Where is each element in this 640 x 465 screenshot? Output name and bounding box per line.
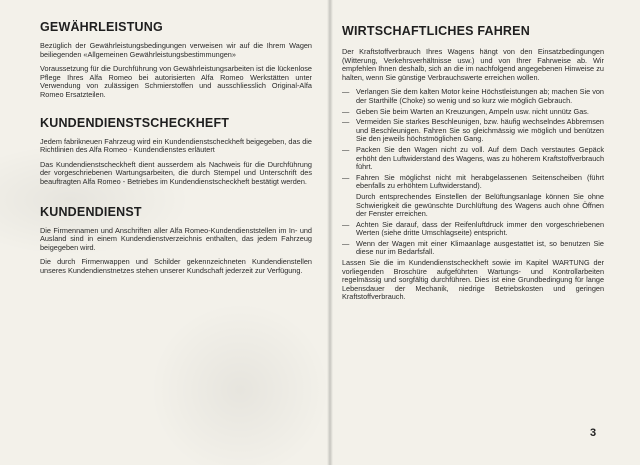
service-paragraph-2: Die durch Firmenwappen und Schilder gekennzeichneten Kundendienstellen unseres Kundendienstnetzes stehen unserer Kundschaft jederzeit zur Verfügung. [40, 257, 312, 275]
economy-tips-list-2 [342, 221, 604, 257]
list-item: — Verlangen Sie dem kalten Motor keine Höchstleistungen ab; machen Sie von der Starthilfe (Choke) so wenig und so kurz wie möglich Gebrauch. [342, 87, 604, 105]
servicebook-heading: KUNDENDIENSTSCHECKHEFT [40, 115, 230, 130]
dash-marker: — [342, 219, 350, 229]
dash-marker: — [342, 144, 350, 154]
list-item: — Geben Sie beim Warten an Kreuzungen, Ampeln usw. nicht unnütz Gas. [342, 106, 589, 116]
dash-marker: — [342, 172, 350, 182]
warranty-paragraph-1: Bezüglich der Gewährleistungsbedingungen verweisen wir auf die Ihrem Wagen beiliegenden «Allgemeinen Gewährleistungsbestimmungen» [40, 41, 312, 59]
servicebook-paragraph-1: Jedem fabrikneuen Fahrzeug wird ein Kundendienstscheckheft beigegeben, das die Richtlinien des Alfa Romeo - Kundendienstes erläutert [40, 136, 312, 155]
warranty-paragraph-2: Voraussetzung für die Durchführung von Gewährleistungsarbeiten ist die lückenlose Pflege Ihres Alfa Romeo bei autorisierten Alfa Romeo Werkstätten unter Verwendung von zulässigen Schmierstoffen und ausschliesslich Original-Alfa Romeo Ersatzteilen. [40, 64, 312, 99]
economy-tips-list [342, 88, 604, 191]
list-item: — Achten Sie darauf, dass der Reifenluftdruck immer den vorgeschriebenen Werten (siehe dritte Umschlagseite) entspricht. [342, 219, 604, 238]
dash-marker: — [342, 106, 350, 116]
page-number: 3 [590, 427, 597, 439]
warranty-section [40, 20, 312, 100]
list-item: — Vermeiden Sie starkes Beschleunigen, bzw. häufig wechselndes Abbremsen und Beschleunigen. Fahren Sie so gleichmässig wie möglich und benützen Sie den jeweils höchstmöglichen Gang. [342, 117, 604, 144]
dash-marker: — [342, 117, 350, 127]
warranty-heading: GEWÄHRLEISTUNG [40, 20, 163, 34]
right-column [342, 24, 604, 308]
service-heading: KUNDENDIENST [40, 204, 142, 219]
list-item: — Fahren Sie möglichst nicht mit herabgelassenen Seitenscheiben (führt ebenfalls zu erhöhtem Luftwiderstand). [342, 172, 604, 191]
list-item: — Wenn der Wagen mit einer Klimaanlage ausgestattet ist, so benutzen Sie diese nur im Bedarfsfall. [342, 238, 604, 257]
economy-heading: WIRTSCHAFTLICHES FAHREN [342, 24, 530, 38]
service-section [40, 205, 312, 276]
dash-marker: — [342, 238, 350, 248]
economy-intro: Der Kraftstoffverbrauch Ihres Wagens hängt von den Einsatzbedingungen (Witterung, Verkehrsverhältnisse usw.) und von Ihrer Fahrweise ab. Wir empfehlen Ihnen deshalb, sich an die im nachfolgend angegebenen Hinweise zu halten, wenn Sie günstige Verbrauchswerte erreichen wollen. [342, 47, 604, 82]
servicebook-paragraph-2: Das Kundendienstscheckheft dient ausserdem als Nachweis für die Durchführung der vorgeschriebenen Wartungsarbeiten, die durch Stempel und Unterschrift des beauftragten Alfa Romeo - Betriebes im Kundendienstscheckheft bestätigt werden. [40, 159, 312, 186]
service-paragraph-1: Die Firmennamen und Anschriften aller Alfa Romeo-Kundendienststellen im In- und Ausland sind in einem Kundendienstverzeichnis enthalten, das jedem Fahrzeug beigegeben wird. [40, 225, 312, 252]
ventilation-note: Durch entsprechendes Einstellen der Belüftungsanlage können Sie ohne Schwierigkeit die gewünschte Durchlüftung des Wagens auch ohne Öffnen der Fenster erreichen. [356, 191, 604, 219]
servicebook-section [40, 116, 312, 187]
page-fold [327, 0, 333, 465]
dash-marker: — [342, 87, 350, 97]
list-item: — Packen Sie den Wagen nicht zu voll. Auf dem Dach verstautes Gepäck erhöht den Luftwiderstand des Wagens, was zu höherem Kraftstoffverbrauch führt. [342, 144, 604, 172]
economy-closing: Lassen Sie die im Kundendienstscheckheft sowie im Kapitel WARTUNG der vorliegenden Broschüre aufgeführten Wartungs- und Kontrollarbeiten regelmässig und sorgfältig durchführen. Dies ist eine Grundbedingung für lange Lebensdauer der Mechanik, niedrige Betriebskosten und geringen Kraftstoffverbrauch. [342, 258, 604, 302]
left-column [40, 20, 312, 288]
